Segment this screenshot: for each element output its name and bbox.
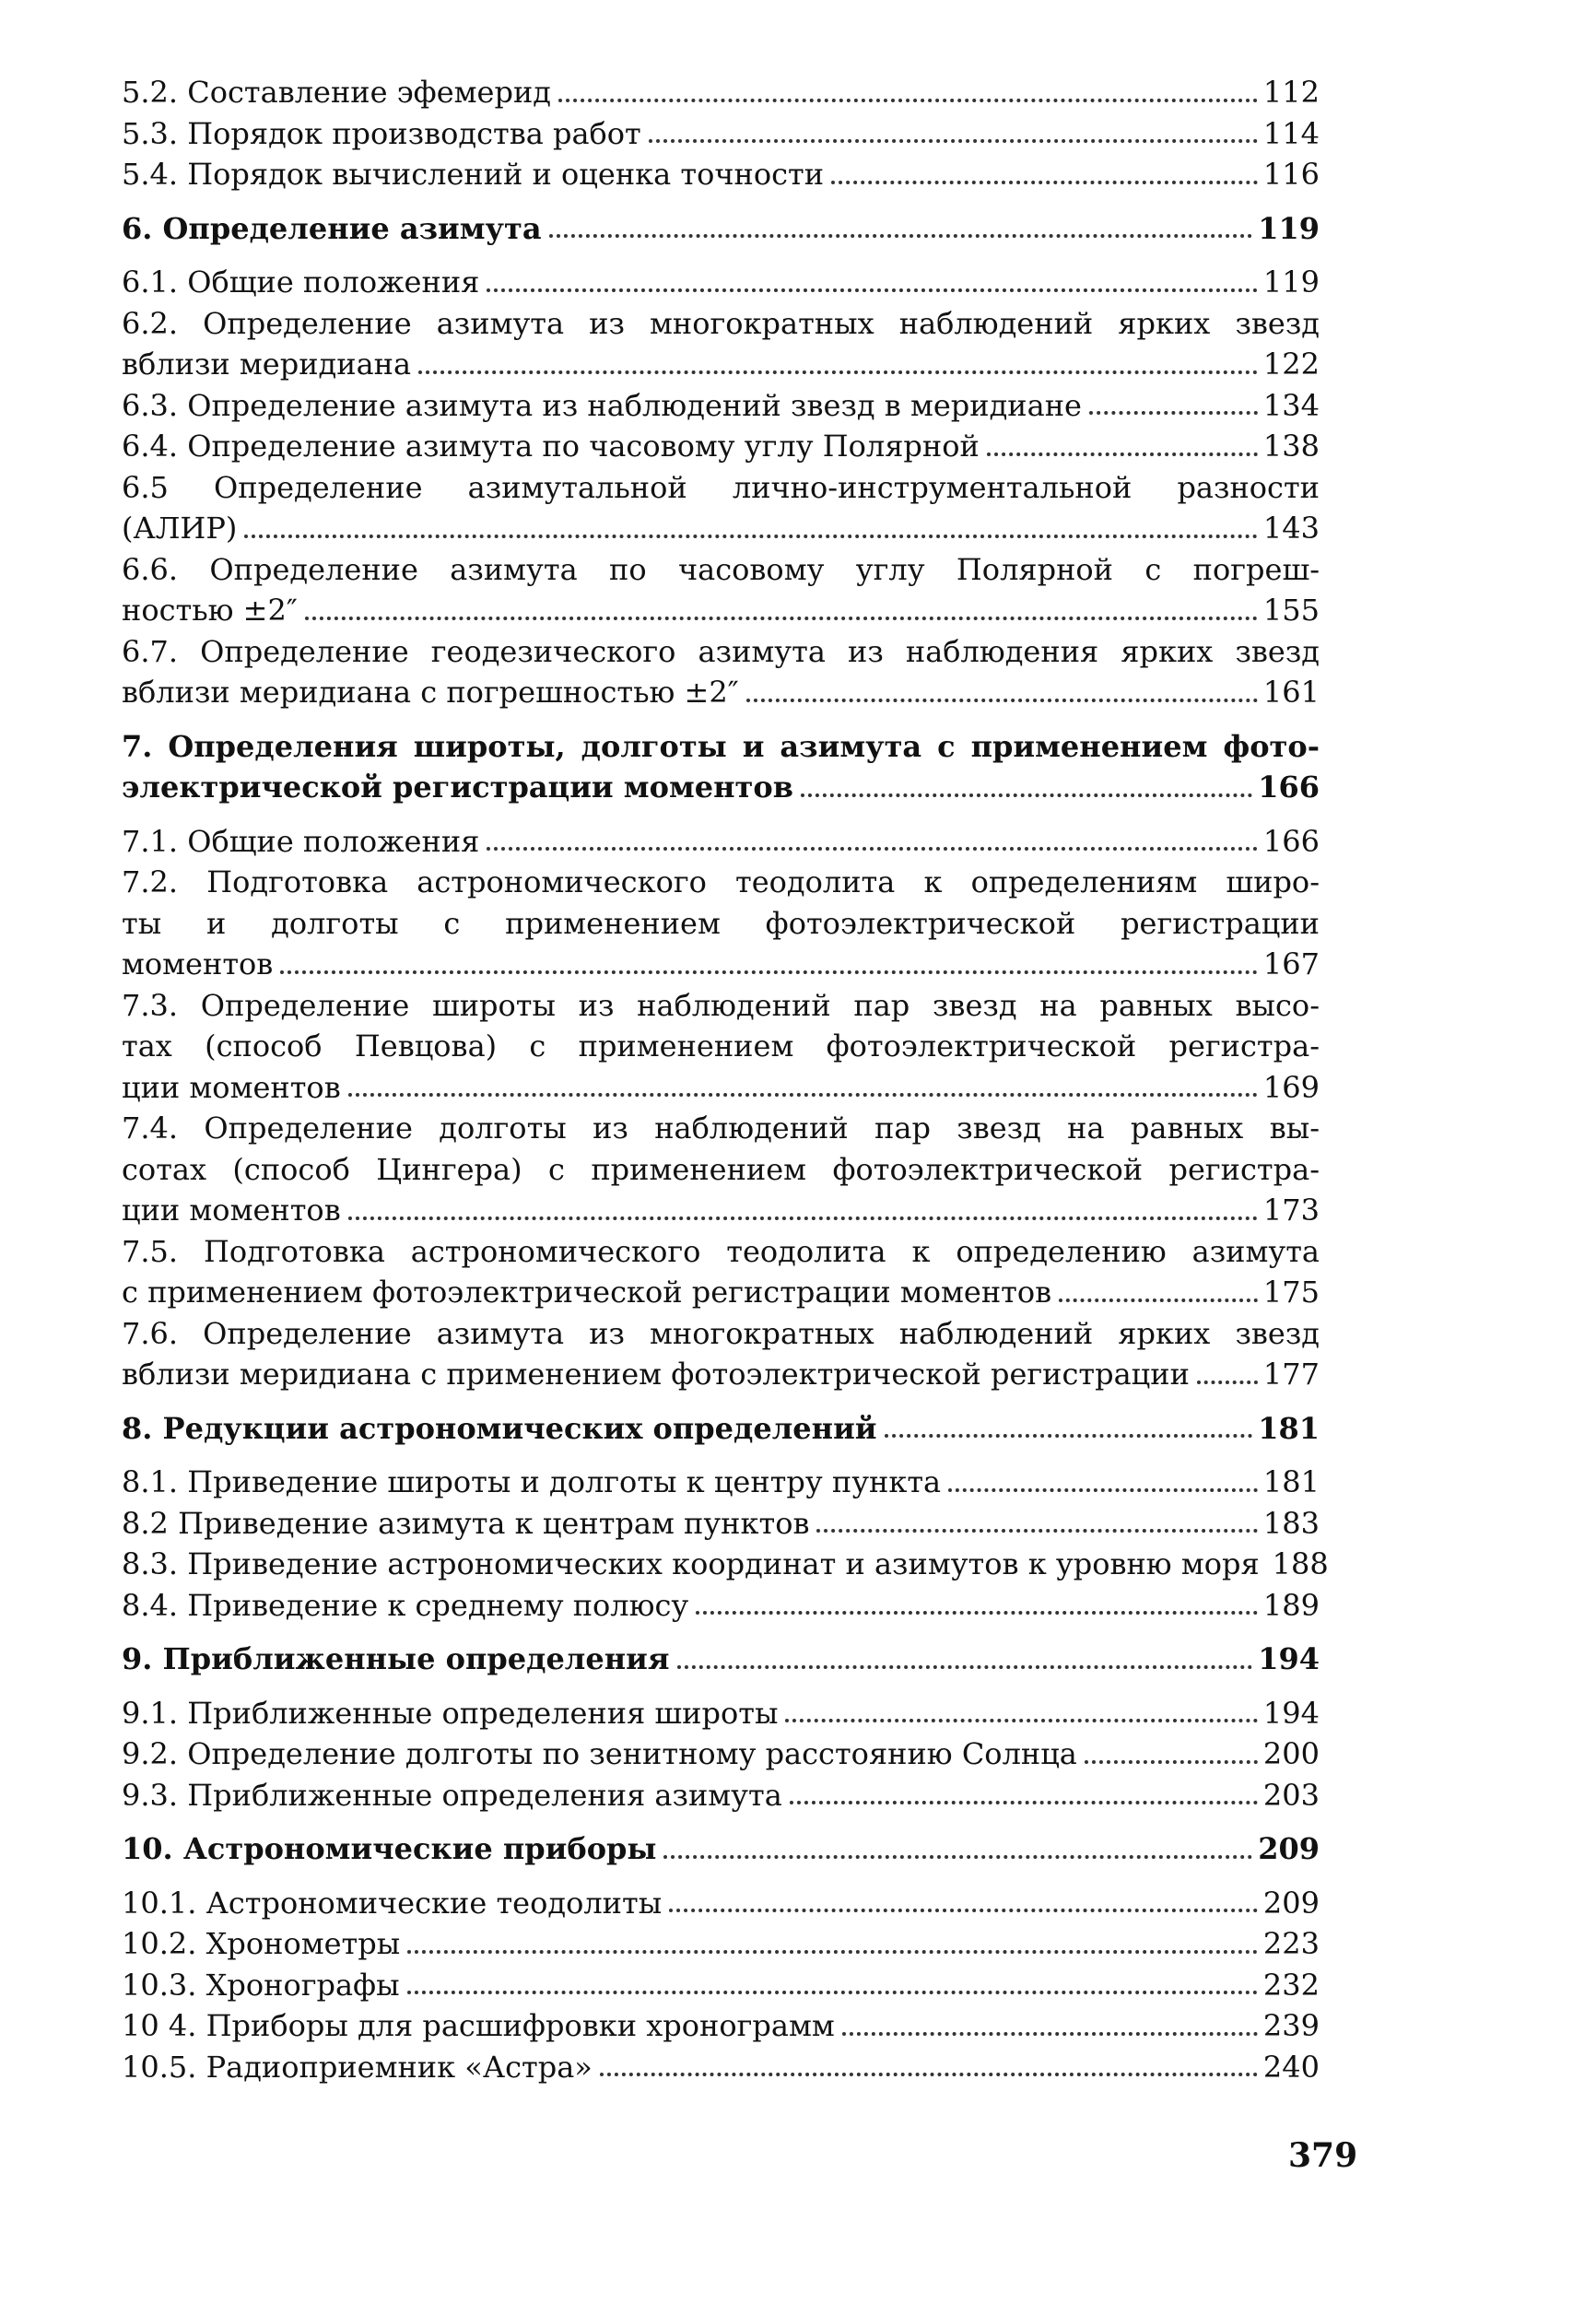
toc-entry-7-2-line3: моментов 167 [122,946,1320,981]
toc-chapter-6: 6. Определение азимута 119 [122,210,1320,246]
toc-chapter-9: 9. Приближенные определения 194 [122,1641,1320,1676]
toc-entry-10-4: 10 4. Приборы для расшифровки хронограмм 239 [122,2008,1320,2043]
toc-entry-8-3: 8.3. Приведение астрономических координат и азимутов к уровню моря 188 [122,1546,1329,1581]
toc-entry-5-3: 5.3. Порядок производства работ 114 [122,115,1320,151]
page-number: 379 [1288,2136,1358,2175]
toc-entry-7-6-line1: 7.6. Определение азимута из многократных наблюдений ярких звезд [122,1315,1320,1351]
toc-entry-7-1: 7.1. Общие положения 166 [122,823,1320,859]
toc-entry-9-3: 9.3. Приближенные определения азимута 203 [122,1777,1320,1813]
toc-entry-6-7-line2: вблизи меридиана с погрешностью ±2″ 161 [122,675,1320,710]
toc-chapter-7-line2: электрической регистрации моментов 166 [122,770,1320,805]
toc-chapter-8: 8. Редукции астрономических определений 181 [122,1410,1320,1446]
toc-chapter-10: 10. Астрономические приборы 209 [122,1831,1320,1866]
toc-entry-6-2-line2: вблизи меридиана 122 [122,347,1320,382]
toc-entry-9-2: 9.2. Определение долготы по зенитному расстоянию Солнца 200 [122,1736,1320,1771]
toc-entry-6-6-line1: 6.6. Определение азимута по часовому углу Полярной с погреш- [122,551,1320,587]
toc-entry-6-5-line1: 6.5 Определение азимутальной лично-инструментальной разности [122,469,1320,505]
toc-entry-8-1: 8.1. Приведение широты и долготы к центру пункта 181 [122,1464,1320,1499]
toc-entry-7-3-line2: тах (способ Певцова) с применением фотоэлектрической регистра- [122,1028,1320,1063]
toc-entry-7-6-line2: вблизи меридиана с применением фотоэлектрической регистрации 177 [122,1357,1320,1392]
table-of-contents [122,72,1329,2087]
toc-entry-7-3-line1: 7.3. Определение широты из наблюдений пар звезд на равных высо- [122,987,1320,1023]
toc-entry-6-7-line1: 6.7. Определение геодезического азимута из наблюдения ярких звезд [122,633,1320,669]
toc-entry-6-6-line2: ностью ±2″ 155 [122,593,1320,628]
toc-entry-5-4: 5.4. Порядок вычислений и оценка точности 116 [122,157,1320,192]
toc-entry-5-2: 5.2. Составление эфемерид 112 [122,75,1320,110]
toc-entry-10-2: 10.2. Хронометры 223 [122,1926,1320,1961]
toc-entry-6-1: 6.1. Общие положения 119 [122,264,1320,300]
toc-entry-6-2-line1: 6.2. Определение азимута из многократных наблюдений ярких звезд [122,305,1320,341]
toc-entry-7-4-line1: 7.4. Определение долготы из наблюдений пар звезд на равных вы- [122,1110,1320,1146]
toc-entry-7-2-line1: 7.2. Подготовка астрономического теодолита к определениям широ- [122,864,1320,899]
toc-entry-10-5: 10.5. Радиоприемник «Астра» 240 [122,2049,1320,2085]
toc-entry-9-1: 9.1. Приближенные определения широты 194 [122,1695,1320,1731]
toc-entry-10-3: 10.3. Хронографы 232 [122,1967,1320,2003]
toc-entry-10-1: 10.1. Астрономические теодолиты 209 [122,1885,1320,1921]
toc-entry-8-2: 8.2 Приведение азимута к центрам пунктов 183 [122,1505,1320,1541]
toc-entry-7-4-line2: сотах (способ Цингера) с применением фотоэлектрической регистра- [122,1151,1320,1187]
toc-entry-7-3-line3: ции моментов 169 [122,1069,1320,1105]
toc-entry-7-5-line2: с применением фотоэлектрической регистрации моментов 175 [122,1275,1320,1310]
toc-chapter-7-line1: 7. Определения широты, долготы и азимута с применением фото- [122,728,1320,764]
toc-entry-8-4: 8.4. Приведение к среднему полюсу 189 [122,1587,1320,1623]
toc-entry-7-5-line1: 7.5. Подготовка астрономического теодолита к определению азимута [122,1233,1320,1269]
toc-entry-7-2-line2: ты и долготы с применением фотоэлектрической регистрации [122,905,1320,941]
toc-entry-6-5-line2: (АЛИР) 143 [122,511,1320,546]
toc-entry-6-4: 6.4. Определение азимута по часовому углу Полярной 138 [122,429,1320,464]
toc-entry-7-4-line3: ции моментов 173 [122,1193,1320,1228]
toc-entry-6-3: 6.3. Определение азимута из наблюдений звезд в меридиане 134 [122,387,1320,423]
